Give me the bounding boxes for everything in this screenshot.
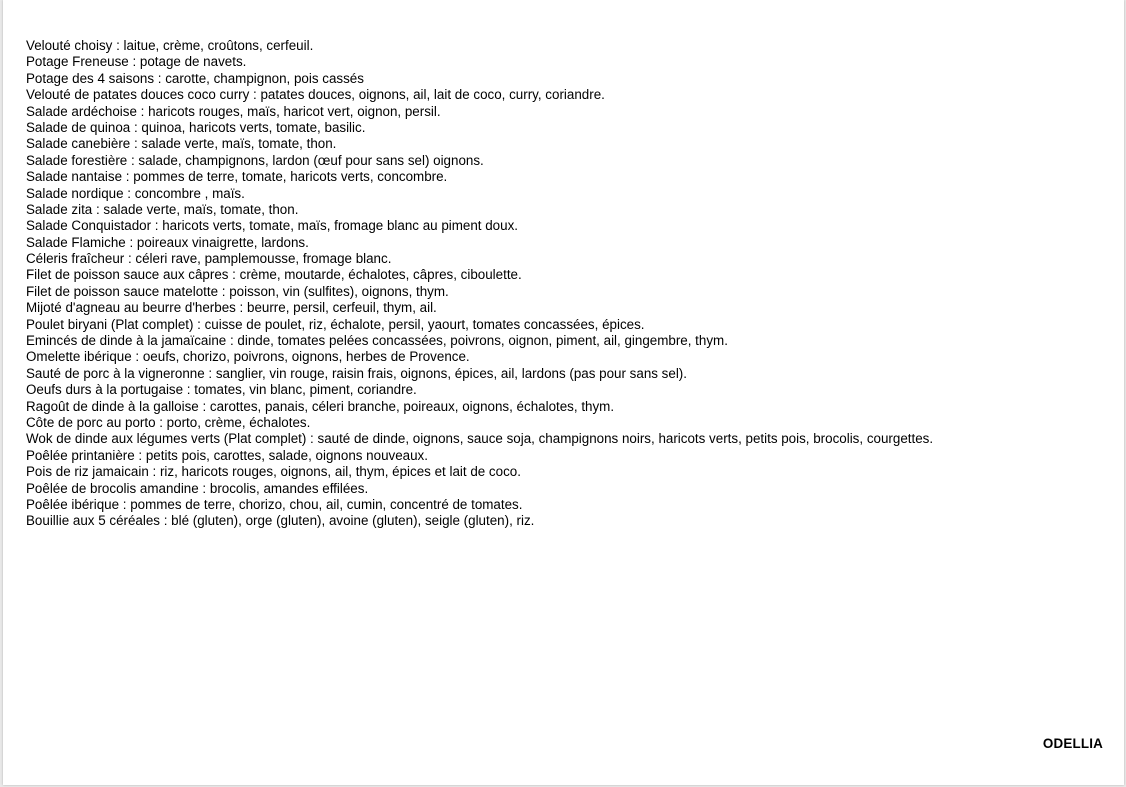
recipe-line: Potage des 4 saisons : carotte, champignon, pois cassés	[26, 70, 364, 86]
recipe-line: Salade ardéchoise : haricots rouges, maïs, haricot vert, oignon, persil.	[26, 103, 441, 119]
recipe-line: Poêlée de brocolis amandine : brocolis, amandes effilées.	[26, 480, 369, 496]
recipe-line: Omelette ibérique : oeufs, chorizo, poivrons, oignons, herbes de Provence.	[26, 349, 470, 365]
recipe-line: Velouté choisy : laitue, crème, croûtons, cerfeuil.	[26, 38, 314, 53]
footer-brand: ODELLIA	[1042, 736, 1103, 751]
recipe-line: Salade Conquistador : haricots verts, tomate, maïs, fromage blanc au piment doux.	[26, 218, 518, 234]
recipe-line: Velouté de patates douces coco curry : patates douces, oignons, ail, lait de coco, curry, coriandre.	[26, 87, 605, 103]
recipe-line: Salade zita : salade verte, maïs, tomate, thon.	[26, 201, 299, 217]
recipe-line: Ragoût de dinde à la galloise : carottes, panais, céleri branche, poireaux, oignons, échalotes, thym.	[26, 398, 615, 414]
recipe-line: Poêlée printanière : petits pois, carottes, salade, oignons nouveaux.	[26, 447, 428, 463]
recipe-line: Salade nantaise : pommes de terre, tomate, haricots verts, concombre.	[26, 169, 448, 185]
recipe-line: Céleris fraîcheur : céleri rave, pamplemousse, fromage blanc.	[26, 251, 392, 267]
recipe-line: Oeufs durs à la portugaise : tomates, vin blanc, piment, coriandre.	[26, 382, 417, 398]
recipe-line: Poulet biryani (Plat complet) : cuisse de poulet, riz, échalote, persil, yaourt, tomates concassées, épices.	[26, 316, 645, 332]
recipe-line: Salade Flamiche : poireaux vinaigrette, lardons.	[26, 234, 309, 250]
document-page	[3, 0, 1124, 785]
recipe-line: Filet de poisson sauce aux câpres : crème, moutarde, échalotes, câpres, ciboulette.	[26, 267, 522, 283]
recipe-list	[26, 38, 933, 530]
recipe-line: Potage Freneuse : potage de navets.	[26, 54, 247, 70]
recipe-line: Emincés de dinde à la jamaïcaine : dinde, tomates pelées concassées, poivrons, oignon, piment, ail, gingembre, thym.	[26, 333, 728, 349]
recipe-line: Côte de porc au porto : porto, crème, échalotes.	[26, 414, 311, 430]
recipe-line: Salade canebière : salade verte, maïs, tomate, thon.	[26, 136, 337, 152]
recipe-line: Wok de dinde aux légumes verts (Plat complet) : sauté de dinde, oignons, sauce soja, champignons noirs, haricots verts, petits pois, brocolis, courgettes.	[26, 431, 934, 447]
recipe-line: Bouillie aux 5 céréales : blé (gluten), orge (gluten), avoine (gluten), seigle (gluten), riz.	[26, 513, 535, 529]
recipe-line: Mijoté d'agneau au beurre d'herbes : beurre, persil, cerfeuil, thym, ail.	[26, 300, 437, 316]
recipe-line: Salade de quinoa : quinoa, haricots verts, tomate, basilic.	[26, 119, 366, 135]
recipe-line: Pois de riz jamaicain : riz, haricots rouges, oignons, ail, thym, épices et lait de coco.	[26, 464, 521, 480]
recipe-line: Salade nordique : concombre , maïs.	[26, 185, 245, 201]
recipe-line: Filet de poisson sauce matelotte : poisson, vin (sulfites), oignons, thym.	[26, 283, 449, 299]
recipe-line: Poêlée ibérique : pommes de terre, chorizo, chou, ail, cumin, concentré de tomates.	[26, 496, 523, 512]
recipe-line: Salade forestière : salade, champignons, lardon (œuf pour sans sel) oignons.	[26, 152, 484, 168]
recipe-line: Sauté de porc à la vigneronne : sanglier, vin rouge, raisin frais, oignons, épices, ail, lardons (pas pour sans sel).	[26, 365, 687, 381]
